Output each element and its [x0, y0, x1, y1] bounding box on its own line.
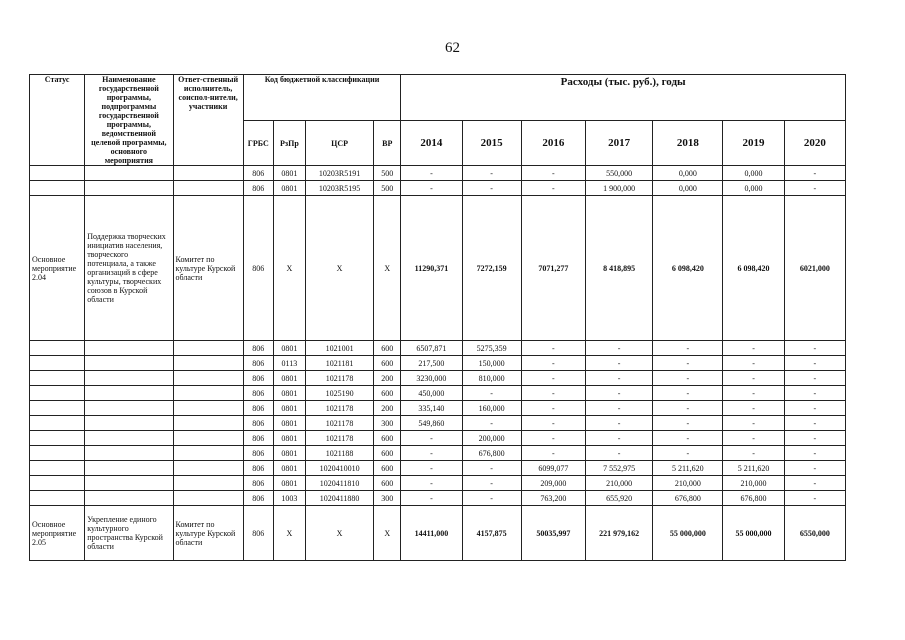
- value-cell: 335,140: [401, 401, 462, 416]
- vr-cell: 600: [374, 356, 401, 371]
- value-cell: -: [653, 401, 723, 416]
- executor-cell: Комитет по культуре Курской области: [173, 196, 243, 341]
- executor-cell: [173, 446, 243, 461]
- value-cell: -: [401, 446, 462, 461]
- name-cell: [85, 461, 173, 476]
- status-cell: [30, 461, 85, 476]
- executor-cell: [173, 416, 243, 431]
- table-row: [30, 431, 846, 446]
- value-cell: -: [723, 431, 784, 446]
- value-cell: 221 979,162: [585, 506, 652, 561]
- value-cell: 55 000,000: [653, 506, 723, 561]
- value-cell: 210,000: [723, 476, 784, 491]
- name-cell: [85, 431, 173, 446]
- name-cell: [85, 166, 173, 181]
- grbs-cell: 806: [243, 461, 273, 476]
- csr-cell: 1020411810: [305, 476, 373, 491]
- name-cell: Укрепление единого культурного пространства Курской области: [85, 506, 173, 561]
- value-cell: -: [653, 341, 723, 356]
- name-cell: [85, 371, 173, 386]
- grbs-cell: 806: [243, 491, 273, 506]
- vr-cell: 500: [374, 166, 401, 181]
- csr-cell: 1020410010: [305, 461, 373, 476]
- value-cell: -: [784, 181, 845, 196]
- value-cell: -: [521, 401, 585, 416]
- value-cell: -: [723, 341, 784, 356]
- value-cell: -: [521, 386, 585, 401]
- value-cell: 6099,077: [521, 461, 585, 476]
- header-year: 2015: [462, 121, 521, 166]
- value-cell: -: [521, 446, 585, 461]
- vr-cell: 500: [374, 181, 401, 196]
- value-cell: 7 552,975: [585, 461, 652, 476]
- value-cell: 810,000: [462, 371, 521, 386]
- executor-cell: Комитет по культуре Курской области: [173, 506, 243, 561]
- name-cell: [85, 401, 173, 416]
- value-cell: 14411,000: [401, 506, 462, 561]
- rzpr-cell: 0113: [273, 356, 305, 371]
- grbs-cell: 806: [243, 181, 273, 196]
- value-cell: 200,000: [462, 431, 521, 446]
- value-cell: -: [653, 446, 723, 461]
- name-cell: [85, 446, 173, 461]
- grbs-cell: 806: [243, 446, 273, 461]
- value-cell: -: [784, 371, 845, 386]
- table-row: [30, 356, 846, 371]
- vr-cell: 600: [374, 446, 401, 461]
- rzpr-cell: 0801: [273, 431, 305, 446]
- header-executor: Ответ-ственный исполнитель, соиспол-нители, участники: [173, 75, 243, 166]
- csr-cell: 10203R5191: [305, 166, 373, 181]
- name-cell: [85, 181, 173, 196]
- value-cell: -: [462, 416, 521, 431]
- grbs-cell: 806: [243, 371, 273, 386]
- vr-cell: 600: [374, 341, 401, 356]
- table-row: [30, 491, 846, 506]
- value-cell: -: [653, 356, 723, 371]
- status-cell: [30, 371, 85, 386]
- vr-cell: 200: [374, 371, 401, 386]
- value-cell: -: [401, 461, 462, 476]
- value-cell: -: [521, 431, 585, 446]
- name-cell: Поддержка творческих инициатив населения, творческого потенциала, а также организаций в сфере культуры, творческих союзов в Курской области: [85, 196, 173, 341]
- table-row: [30, 386, 846, 401]
- value-cell: 6 098,420: [653, 196, 723, 341]
- value-cell: -: [521, 166, 585, 181]
- name-cell: [85, 341, 173, 356]
- grbs-cell: 806: [243, 506, 273, 561]
- value-cell: -: [521, 371, 585, 386]
- value-cell: -: [462, 461, 521, 476]
- value-cell: 0,000: [653, 166, 723, 181]
- status-cell: Основное мероприятие 2.04: [30, 196, 85, 341]
- executor-cell: [173, 401, 243, 416]
- table-row: [30, 166, 846, 181]
- csr-cell: 1021178: [305, 431, 373, 446]
- value-cell: 3230,000: [401, 371, 462, 386]
- csr-cell: 1021181: [305, 356, 373, 371]
- page-number: 62: [445, 40, 460, 56]
- value-cell: -: [462, 181, 521, 196]
- value-cell: -: [653, 371, 723, 386]
- csr-cell: X: [305, 506, 373, 561]
- header-year: 2016: [521, 121, 585, 166]
- header-year: 2018: [653, 121, 723, 166]
- executor-cell: [173, 476, 243, 491]
- value-cell: 549,860: [401, 416, 462, 431]
- header-year: 2014: [401, 121, 462, 166]
- rzpr-cell: X: [273, 506, 305, 561]
- rzpr-cell: 0801: [273, 371, 305, 386]
- value-cell: -: [723, 371, 784, 386]
- value-cell: -: [462, 386, 521, 401]
- value-cell: 6507,871: [401, 341, 462, 356]
- vr-cell: X: [374, 506, 401, 561]
- header-year: 2020: [784, 121, 845, 166]
- name-cell: [85, 356, 173, 371]
- table-row: [30, 196, 846, 341]
- value-cell: -: [462, 166, 521, 181]
- executor-cell: [173, 341, 243, 356]
- status-cell: [30, 476, 85, 491]
- executor-cell: [173, 491, 243, 506]
- value-cell: -: [521, 416, 585, 431]
- status-cell: [30, 401, 85, 416]
- csr-cell: X: [305, 196, 373, 341]
- vr-cell: 300: [374, 491, 401, 506]
- vr-cell: X: [374, 196, 401, 341]
- csr-cell: 10203R5195: [305, 181, 373, 196]
- value-cell: -: [585, 341, 652, 356]
- grbs-cell: 806: [243, 401, 273, 416]
- rzpr-cell: 0801: [273, 386, 305, 401]
- value-cell: 676,800: [653, 491, 723, 506]
- csr-cell: 1020411880: [305, 491, 373, 506]
- executor-cell: [173, 371, 243, 386]
- status-cell: [30, 181, 85, 196]
- grbs-cell: 806: [243, 196, 273, 341]
- value-cell: -: [784, 446, 845, 461]
- value-cell: 150,000: [462, 356, 521, 371]
- csr-cell: 1021188: [305, 446, 373, 461]
- vr-cell: 600: [374, 386, 401, 401]
- value-cell: 5 211,620: [653, 461, 723, 476]
- status-cell: [30, 356, 85, 371]
- value-cell: 6021,000: [784, 196, 845, 341]
- header-year: 2019: [723, 121, 784, 166]
- value-cell: -: [401, 431, 462, 446]
- name-cell: [85, 416, 173, 431]
- value-cell: 50035,997: [521, 506, 585, 561]
- value-cell: 209,000: [521, 476, 585, 491]
- table-row: [30, 341, 846, 356]
- value-cell: 550,000: [585, 166, 652, 181]
- table-row: [30, 446, 846, 461]
- value-cell: 210,000: [585, 476, 652, 491]
- vr-cell: 200: [374, 401, 401, 416]
- value-cell: -: [784, 416, 845, 431]
- rzpr-cell: X: [273, 196, 305, 341]
- name-cell: [85, 386, 173, 401]
- vr-cell: 600: [374, 476, 401, 491]
- value-cell: -: [585, 371, 652, 386]
- value-cell: -: [723, 416, 784, 431]
- table-row: [30, 371, 846, 386]
- value-cell: 763,200: [521, 491, 585, 506]
- executor-cell: [173, 461, 243, 476]
- value-cell: -: [585, 356, 652, 371]
- value-cell: 8 418,895: [585, 196, 652, 341]
- value-cell: -: [521, 341, 585, 356]
- value-cell: -: [784, 461, 845, 476]
- executor-cell: [173, 181, 243, 196]
- rzpr-cell: 0801: [273, 401, 305, 416]
- value-cell: -: [784, 476, 845, 491]
- value-cell: -: [401, 491, 462, 506]
- status-cell: [30, 166, 85, 181]
- value-cell: 0,000: [653, 181, 723, 196]
- value-cell: -: [521, 181, 585, 196]
- rzpr-cell: 0801: [273, 181, 305, 196]
- grbs-cell: 806: [243, 166, 273, 181]
- csr-cell: 1021178: [305, 416, 373, 431]
- value-cell: -: [462, 491, 521, 506]
- rzpr-cell: 0801: [273, 476, 305, 491]
- value-cell: -: [784, 401, 845, 416]
- grbs-cell: 806: [243, 386, 273, 401]
- value-cell: 6 098,420: [723, 196, 784, 341]
- value-cell: -: [784, 491, 845, 506]
- rzpr-cell: 0801: [273, 166, 305, 181]
- value-cell: -: [521, 356, 585, 371]
- csr-cell: 1025190: [305, 386, 373, 401]
- rzpr-cell: 0801: [273, 446, 305, 461]
- value-cell: 7272,159: [462, 196, 521, 341]
- value-cell: -: [784, 166, 845, 181]
- rzpr-cell: 0801: [273, 461, 305, 476]
- rzpr-cell: 0801: [273, 341, 305, 356]
- executor-cell: [173, 356, 243, 371]
- table-row: [30, 461, 846, 476]
- header-name: Наименование государственной программы, подпрограммы государственной программы, ведомственной целевой программы, основного мероприятия: [85, 75, 173, 166]
- value-cell: -: [784, 431, 845, 446]
- status-cell: [30, 386, 85, 401]
- vr-cell: 300: [374, 416, 401, 431]
- value-cell: -: [401, 166, 462, 181]
- header-year: 2017: [585, 121, 652, 166]
- grbs-cell: 806: [243, 341, 273, 356]
- value-cell: 217,500: [401, 356, 462, 371]
- value-cell: 676,800: [723, 491, 784, 506]
- status-cell: [30, 431, 85, 446]
- value-cell: 1 900,000: [585, 181, 652, 196]
- value-cell: 0,000: [723, 166, 784, 181]
- value-cell: -: [585, 431, 652, 446]
- status-cell: [30, 341, 85, 356]
- value-cell: -: [585, 416, 652, 431]
- value-cell: 655,920: [585, 491, 652, 506]
- value-cell: -: [653, 386, 723, 401]
- value-cell: 4157,875: [462, 506, 521, 561]
- name-cell: [85, 476, 173, 491]
- value-cell: -: [401, 476, 462, 491]
- value-cell: -: [653, 431, 723, 446]
- grbs-cell: 806: [243, 476, 273, 491]
- value-cell: -: [723, 356, 784, 371]
- header-status: Статус: [30, 75, 85, 166]
- grbs-cell: 806: [243, 431, 273, 446]
- table-row: [30, 401, 846, 416]
- value-cell: 450,000: [401, 386, 462, 401]
- value-cell: -: [723, 386, 784, 401]
- value-cell: 6550,000: [784, 506, 845, 561]
- value-cell: 5275,359: [462, 341, 521, 356]
- budget-table: [29, 74, 846, 561]
- table-row: [30, 476, 846, 491]
- table-row: [30, 416, 846, 431]
- csr-cell: 1021178: [305, 401, 373, 416]
- value-cell: -: [585, 446, 652, 461]
- value-cell: 5 211,620: [723, 461, 784, 476]
- status-cell: [30, 416, 85, 431]
- header-rzpr: РзПр: [273, 121, 305, 166]
- csr-cell: 1021178: [305, 371, 373, 386]
- value-cell: 55 000,000: [723, 506, 784, 561]
- value-cell: 7071,277: [521, 196, 585, 341]
- value-cell: 0,000: [723, 181, 784, 196]
- value-cell: -: [653, 416, 723, 431]
- header-csr: ЦСР: [305, 121, 373, 166]
- status-cell: Основное мероприятие 2.05: [30, 506, 85, 561]
- executor-cell: [173, 431, 243, 446]
- vr-cell: 600: [374, 431, 401, 446]
- value-cell: -: [585, 401, 652, 416]
- value-cell: -: [723, 446, 784, 461]
- rzpr-cell: 0801: [273, 416, 305, 431]
- value-cell: -: [585, 386, 652, 401]
- grbs-cell: 806: [243, 356, 273, 371]
- header-grbs: ГРБС: [243, 121, 273, 166]
- vr-cell: 600: [374, 461, 401, 476]
- value-cell: 676,800: [462, 446, 521, 461]
- executor-cell: [173, 166, 243, 181]
- grbs-cell: 806: [243, 416, 273, 431]
- name-cell: [85, 491, 173, 506]
- rzpr-cell: 1003: [273, 491, 305, 506]
- csr-cell: 1021001: [305, 341, 373, 356]
- header-vr: ВР: [374, 121, 401, 166]
- value-cell: 210,000: [653, 476, 723, 491]
- value-cell: 11290,371: [401, 196, 462, 341]
- value-cell: -: [401, 181, 462, 196]
- header-budget-code: Код бюджетной классификации: [243, 75, 401, 121]
- value-cell: 160,000: [462, 401, 521, 416]
- value-cell: -: [784, 356, 845, 371]
- executor-cell: [173, 386, 243, 401]
- table-row: [30, 506, 846, 561]
- value-cell: -: [462, 476, 521, 491]
- table-row: [30, 181, 846, 196]
- status-cell: [30, 446, 85, 461]
- value-cell: -: [784, 341, 845, 356]
- value-cell: -: [784, 386, 845, 401]
- status-cell: [30, 491, 85, 506]
- value-cell: -: [723, 401, 784, 416]
- header-expenses: Расходы (тыс. руб.), годы: [401, 75, 846, 121]
